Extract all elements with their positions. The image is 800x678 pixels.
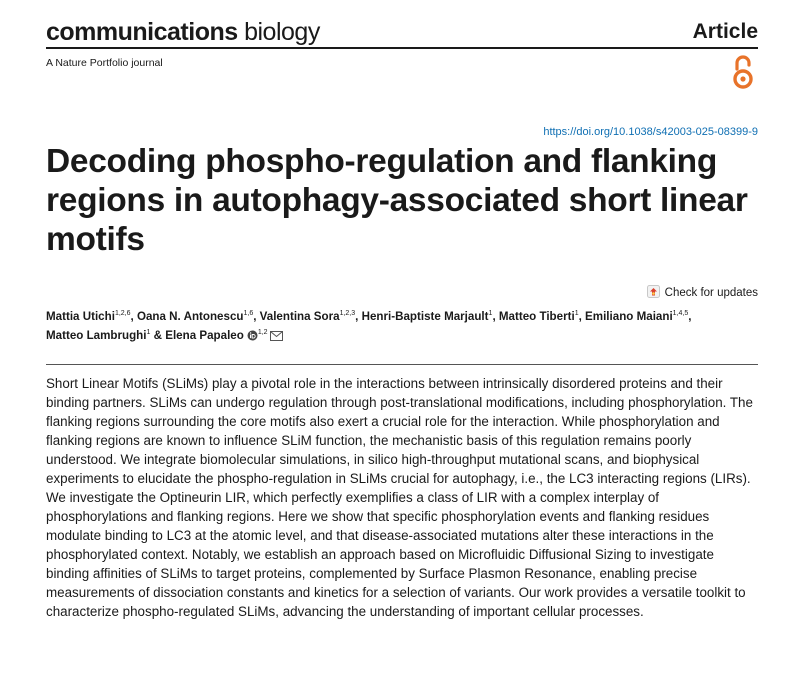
author-affiliations: 1	[574, 310, 579, 318]
author-name-text: Oana N. Antonescu	[136, 310, 244, 323]
author-affiliations: 1,2	[257, 329, 268, 337]
check-for-updates-button[interactable]	[647, 285, 758, 301]
author-name[interactable]	[137, 310, 260, 323]
author-name[interactable]	[585, 310, 691, 323]
article-type-label: Article	[692, 20, 758, 43]
open-access-icon	[730, 54, 756, 90]
author-separator: ,	[253, 310, 260, 323]
abstract-divider	[46, 364, 758, 365]
author-affiliations: 1,2,3	[339, 310, 356, 318]
author-name[interactable]	[46, 310, 137, 323]
crossmark-icon	[647, 285, 660, 301]
author-affiliations: 1,4,5	[672, 310, 689, 318]
journal-name-bold: communications	[46, 18, 238, 46]
author-separator: ,	[130, 310, 137, 323]
author-separator: &	[150, 329, 166, 342]
author-name[interactable]	[260, 310, 362, 323]
header-divider	[46, 47, 758, 49]
journal-tagline: A Nature Portfolio journal	[46, 57, 163, 69]
author-separator: ,	[492, 310, 499, 323]
author-affiliations: 1	[488, 310, 493, 318]
author-name-text: Matteo Tiberti	[498, 310, 575, 323]
author-name-text: Valentina Sora	[259, 310, 340, 323]
author-affiliations: 1,6	[243, 310, 254, 318]
author-affiliations: 1	[146, 329, 151, 337]
author-name[interactable]	[165, 329, 282, 342]
author-affiliations: 1,2,6	[114, 310, 131, 318]
author-name-text: Emiliano Maiani	[585, 310, 673, 323]
author-name[interactable]	[499, 310, 585, 323]
article-title: Decoding phospho-regulation and flanking regions in autophagy-associated short linear motifs	[46, 143, 748, 258]
author-list	[46, 307, 766, 347]
author-separator: ,	[578, 310, 586, 323]
author-name[interactable]	[362, 310, 499, 323]
author-name-text: Henri-Baptiste Marjault	[361, 310, 489, 323]
author-separator: ,	[355, 310, 362, 323]
check-for-updates-label: Check for updates	[664, 287, 758, 299]
doi-link[interactable]: https://doi.org/10.1038/s42003-025-08399-9	[543, 126, 758, 138]
email-icon[interactable]	[270, 328, 283, 347]
author-name-text: Elena Papaleo	[165, 329, 244, 342]
author-name[interactable]	[46, 329, 165, 342]
abstract-text: Short Linear Motifs (SLiMs) play a pivotal role in the interactions between intrinsically disordered proteins and their binding partners. SLiMs can undergo regulation through post-translational modifications, including phosphorylation. The flanking regions surrounding the core motifs also exert a crucial role for the interaction. While phosphorylation and flanking regions are known to influence SLiM function, the mechanistic basis of this regulation remains poorly understood. We integrate biomolecular simulations, in silico high-throughput mutational scans, and biophysical experiments to elucidate the phospho-regulation in SLiMs crucial for autophagy, i.e., the LC3 interacting regions (LIRs). We investigate the Optineurin LIR, which perfectly exemplifies a class of LIR with a complex interplay of phosphorylations and flanking regions. Here we show that specific phosphorylation events and flanking residues modulate binding to LC3 at the atomic level, and that disease-associated mutations alter these interactions in the phosphorylated context. Notably, we establish an approach based on Microfluidic Diffusional Sizing to investigate binding affinities of SLiMs to target proteins, complemented by Surface Plasmon Resonance, enabling precise measurements of dissociation constants and kinetics for a selection of variants. Our work provides a versatile toolkit to characterize phospho-regulated SLiMs, advancing the understanding of important cellular processes.	[46, 376, 753, 619]
journal-name[interactable]	[46, 18, 320, 47]
author-name-text: Mattia Utichi	[46, 310, 115, 323]
journal-name-light: biology	[237, 18, 320, 46]
author-name-text: Matteo Lambrughi	[46, 329, 147, 342]
orcid-icon[interactable]	[247, 328, 258, 347]
author-separator: ,	[688, 310, 692, 323]
